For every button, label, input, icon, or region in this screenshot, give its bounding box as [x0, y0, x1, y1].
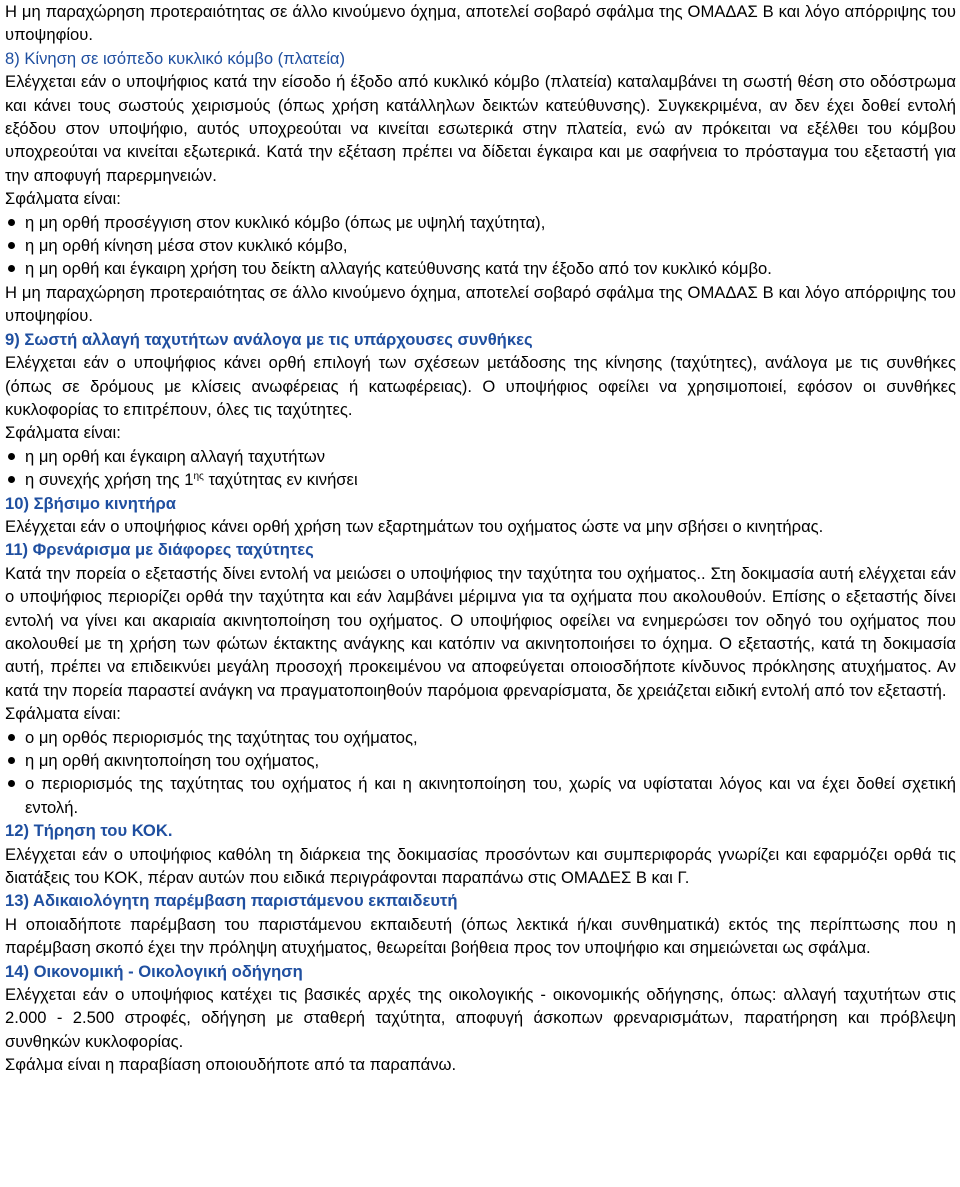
section-14-paragraph: Ελέγχεται εάν ο υποψήφιος κατέχει τις βασικές αρχές της οικολογικής - οικονομικής οδήγησης, όπως: αλλαγή ταχυτήτων στις 2.000 - 2.500 στροφές, οδήγηση με σταθερή ταχύτητα, αποφυγή άσκοπων φρεναρισμάτων, παρατήρηση και πρόβλεψη συνθηκών κυκλοφορίας.	[5, 985, 956, 1051]
section-13-heading: 13) Αδικαιολόγητη παρέμβαση παριστάμενου εκπαιδευτή	[5, 891, 458, 911]
section-11-error-list	[5, 726, 956, 820]
list-item: η μη ορθή και έγκαιρη χρήση του δείκτη αλλαγής κατεύθυνσης κατά την έξοδο από τον κυκλικό κόμβο.	[5, 257, 956, 280]
section-12-heading: 12) Τήρηση του ΚΟΚ.	[5, 821, 173, 841]
section-9-errors-label: Σφάλματα είναι:	[5, 423, 121, 443]
section-12-paragraph: Ελέγχεται εάν ο υποψήφιος καθόλη τη διάρκεια της δοκιμασίας προσόντων και συμπεριφοράς γνωρίζει και εφαρμόζει ορθά τις διατάξεις του ΚΟΚ, πέραν αυτών που ειδικά περιγράφονται παραπάνω στις ΟΜΑΔΕΣ Β και Γ.	[5, 844, 956, 888]
list-item	[5, 468, 956, 491]
section-9-error-list	[5, 445, 956, 492]
list-item: ο περιορισμός της ταχύτητας του οχήματος ή και η ακινητοποίηση του, χωρίς να υφίσταται λόγος και να έχει δοθεί σχετική εντολή.	[5, 772, 956, 819]
list-item-text: η συνεχής χρήση της 1	[25, 470, 194, 490]
section-11-errors-label: Σφάλματα είναι:	[5, 704, 121, 724]
list-item: ο μη ορθός περιορισμός της ταχύτητας του οχήματος,	[5, 726, 956, 749]
section-8-heading: 8) Κίνηση σε ισόπεδο κυκλικό κόμβο (πλατεία)	[5, 48, 346, 68]
list-item-text: ταχύτητας εν κινήσει	[203, 470, 358, 490]
section-11-heading: 11) Φρενάρισμα με διάφορες ταχύτητες	[5, 540, 314, 560]
section-14-note: Σφάλμα είναι η παραβίαση οποιουδήποτε από τα παραπάνω.	[5, 1055, 457, 1075]
section-10-heading: 10) Σβήσιμο κινητήρα	[5, 493, 176, 513]
section-9-paragraph: Ελέγχεται εάν ο υποψήφιος κάνει ορθή επιλογή των σχέσεων μετάδοσης της κίνησης (ταχύτητες), ανάλογα με τις συνθήκες (όπως σε δρόμους με κλίσεις ανωφέρειας ή κατωφέρειας). Ο υποψήφιος οφείλει να χρησιμοποιεί, εφόσον οι συνθήκες κυκλοφορίας το επιτρέπουν, όλες τις ταχύτητες.	[5, 353, 956, 419]
section-8-paragraph: Ελέγχεται εάν ο υποψήφιος κατά την είσοδο ή έξοδο από κυκλικό κόμβο (πλατεία) καταλαμβάνει τη σωστή θέση στο οδόστρωμα και κάνει τους σωστούς χειρισμούς (όπως χρήση κατάλληλων δεικτών κατεύθυνσης). Συγκεκριμένα, αν δεν έχει δοθεί εντολή εξόδου στον υποψήφιο, αυτός υποχρεούται να κινείται εσωτερικά στην πλατεία, ενώ αν πρόκειται να εξέλθει του κόμβου υποχρεούται να κινείται εξωτερικά. Κατά την εξέταση πρέπει να δίδεται έγκαιρα και με σαφήνεια το πρόσταγμα του εξεταστή για την αποφυγή παρερμηνειών.	[5, 72, 956, 185]
section-8-errors-label: Σφάλματα είναι:	[5, 189, 121, 209]
section-13-paragraph: Η οποιαδήποτε παρέμβαση του παριστάμενου εκπαιδευτή (όπως λεκτικά ή/και συνθηματικά) εκτός της περίπτωσης που η παρέμβαση σκοπό έχει την πρόληψη ατυχήματος, θεωρείται βοήθεια προς τον υποψήφιο και σημειώνεται ως σφάλμα.	[5, 914, 956, 958]
section-10-paragraph: Ελέγχεται εάν ο υποψήφιος κάνει ορθή χρήση των εξαρτημάτων του οχήματος ώστε να μην σβήσει ο κινητήρας.	[5, 516, 824, 536]
section-9-heading: 9) Σωστή αλλαγή ταχυτήτων ανάλογα με τις υπάρχουσες συνθήκες	[5, 329, 533, 349]
list-item: η μη ορθή κίνηση μέσα στον κυκλικό κόμβο,	[5, 234, 956, 257]
section-11-paragraph: Κατά την πορεία ο εξεταστής δίνει εντολή να μειώσει ο υποψήφιος την ταχύτητα του οχήματος.. Στη δοκιμασία αυτή ελέγχεται εάν ο υποψήφιος περιορίζει ορθά την ταχύτητα και εάν λαμβάνει μέριμνα για τα οχήματα που ακολουθούν. Επίσης ο εξεταστής δίνει εντολή να γίνει και ακαριαία ακινητοποίηση του οχήματος. Ο υποψήφιος οφείλει να ενημερώσει τον οδηγό του οχήματος που ακολουθεί με τη χρήση των φώτων έκτακτης ανάγκης και κατόπιν να ακινητοποιήσει το όχημα. Ο εξεταστής, κατά τη δοκιμασία αυτή, πρέπει να επιδεικνύει μεγάλη προσοχή προκειμένου να αποφεύγεται οποιοσδήποτε κίνδυνος πρόκλησης ατυχήματος. Αν κατά την πορεία παραστεί ανάγκη να πραγματοποιηθούν παρόμοια φρεναρίσματα, δε χρειάζεται ειδική εντολή από τον εξεταστή.	[5, 563, 956, 700]
section-8-note: Η μη παραχώρηση προτεραιότητας σε άλλο κινούμενο όχημα, αποτελεί σοβαρό σφάλμα της ΟΜΑΔΑΣ Β και λόγο απόρριψης του υποψηφίου.	[5, 282, 956, 326]
list-item: η μη ορθή και έγκαιρη αλλαγή ταχυτήτων	[5, 445, 956, 468]
list-item: η μη ορθή προσέγγιση στον κυκλικό κόμβο (όπως με υψηλή ταχύτητα),	[5, 211, 956, 234]
section-8-error-list	[5, 211, 956, 281]
ordinal-suffix: ης	[193, 471, 204, 483]
section-14-heading: 14) Οικονομική - Οικολογική οδήγηση	[5, 961, 303, 981]
list-item: η μη ορθή ακινητοποίηση του οχήματος,	[5, 749, 956, 772]
intro-paragraph: Η μη παραχώρηση προτεραιότητας σε άλλο κινούμενο όχημα, αποτελεί σοβαρό σφάλμα της ΟΜΑΔΑΣ Β και λόγο απόρριψης του υποψηφίου.	[5, 2, 956, 45]
